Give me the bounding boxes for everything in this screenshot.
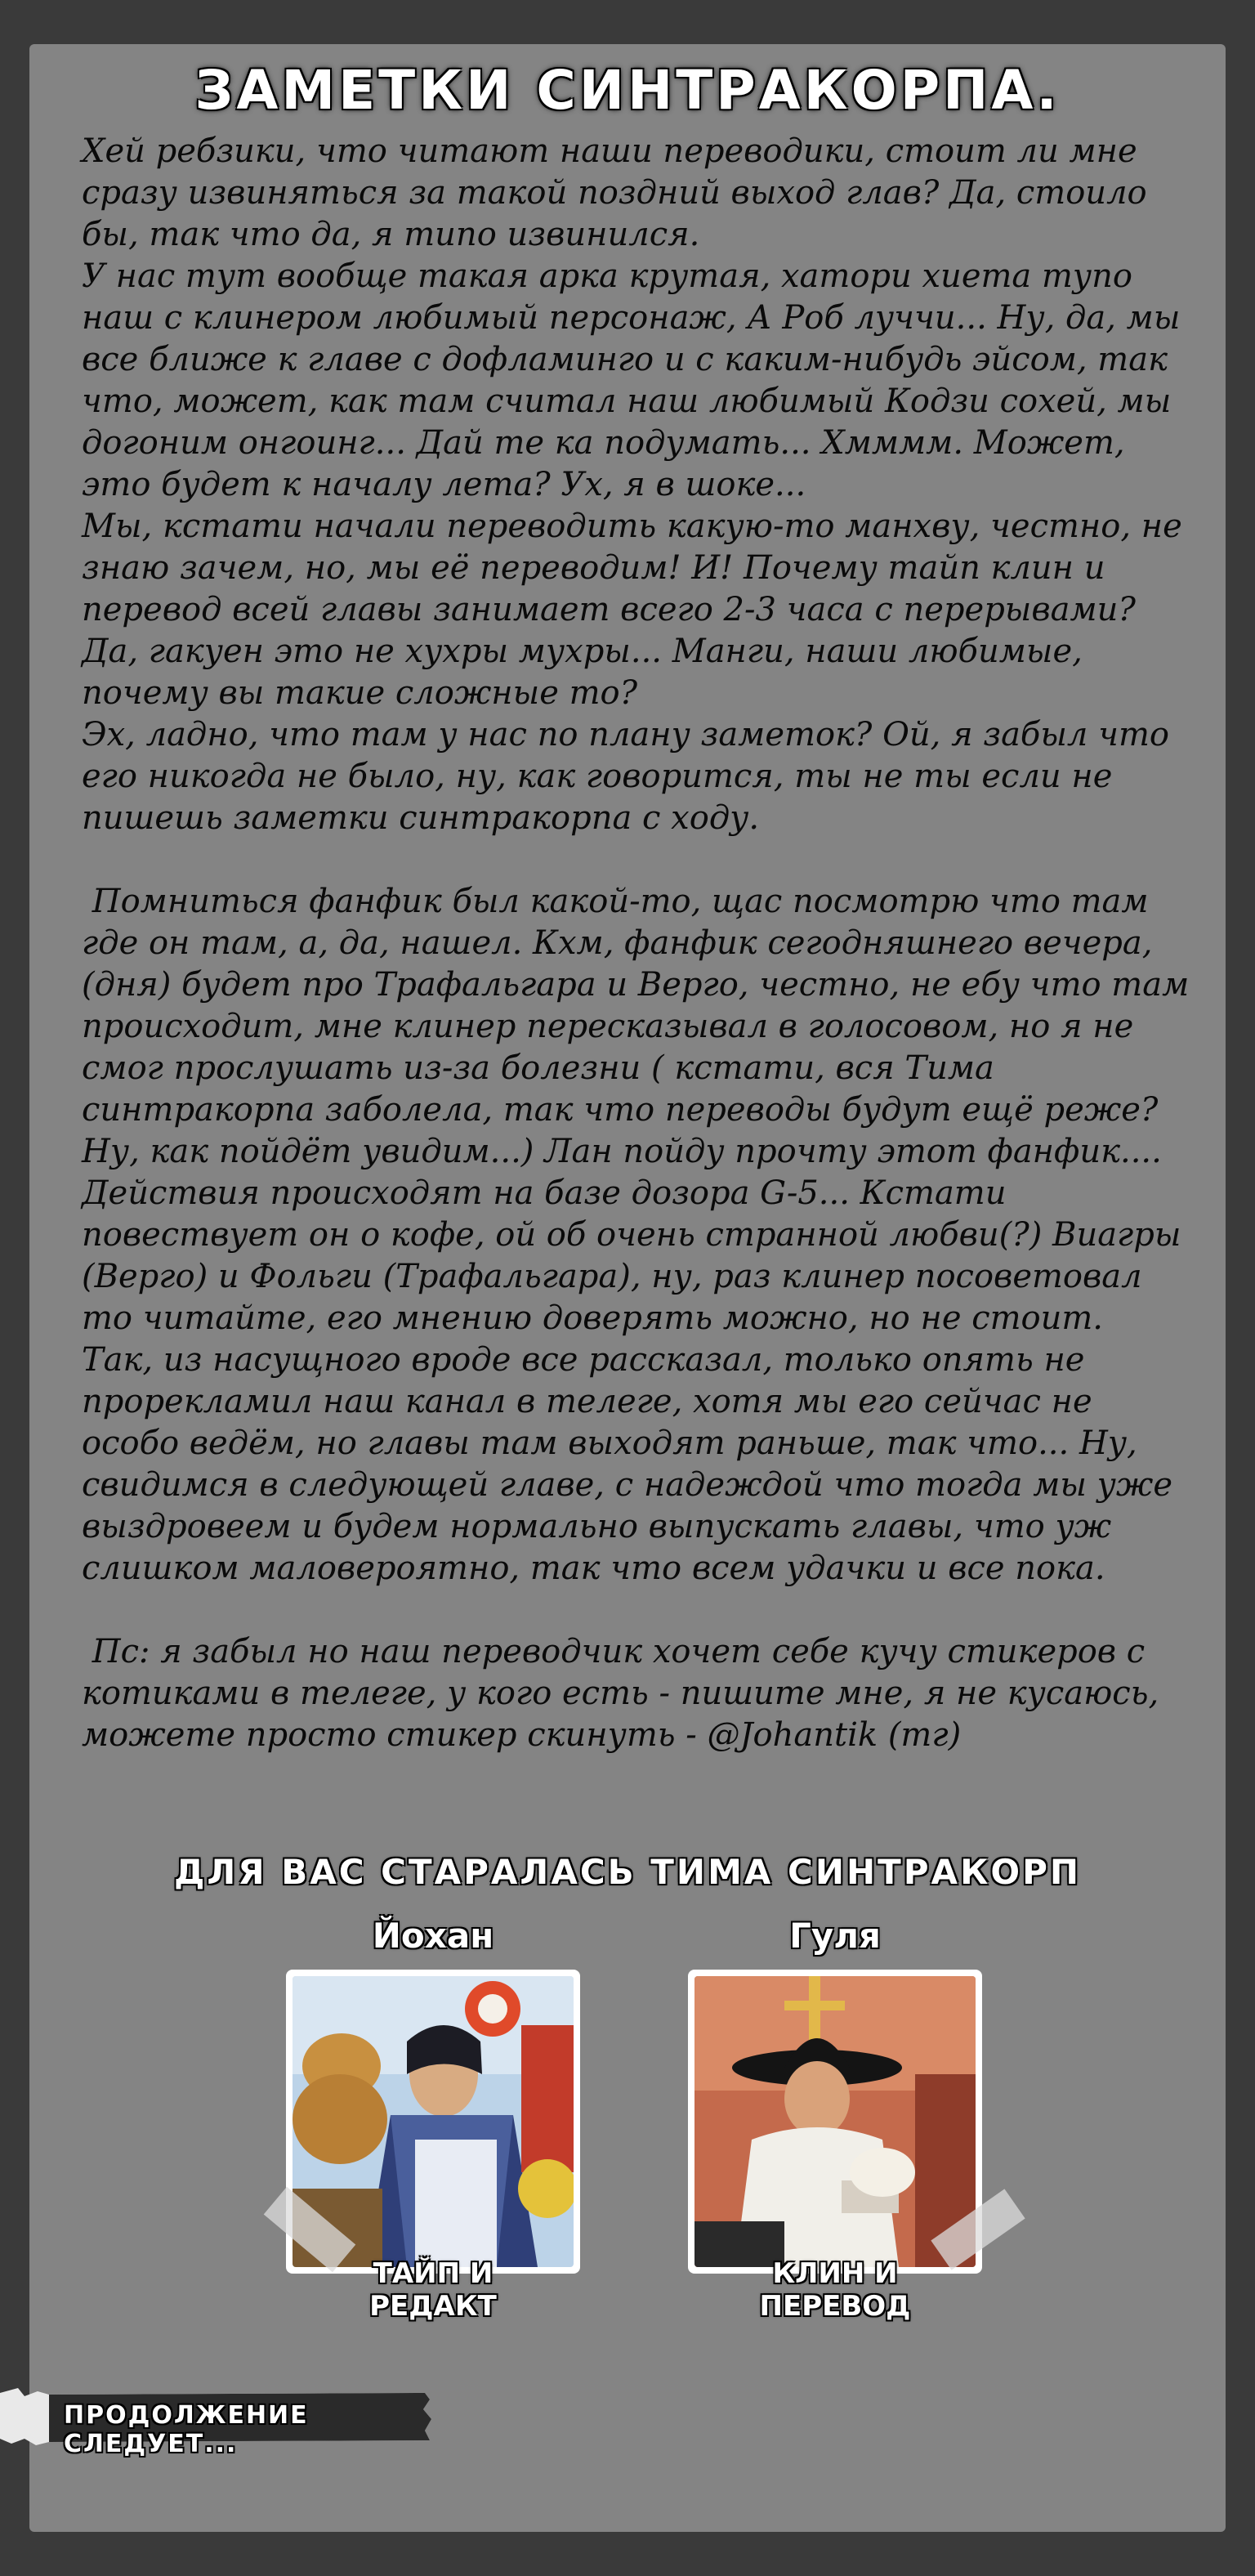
page-title: ЗАМЕТКИ СИНТРАКОРПА. [194,59,1061,122]
notes-paragraph: Действия происходят на базе дозора G-5... Кстати повествует он о кофе, ой об очень странной любви(?) Виагры (Верго) и Фольги (Трафальгара), ну, раз клинер посоветовал то читайте, его мнению доверять можно, но не стоит. [82,1174,1192,1337]
notes-panel [29,44,1226,2532]
notes-paragraph: Мы, кстати начали переводить какую-то манхву, честно, не знаю зачем, но, мы её переводим! И! Почему тайп клин и перевод всей главы занимает всего 2-3 часа с перерывами? Да, гакуен это не хухры мухры... Манги, наши любимые, почему вы такие сложные то? [82,508,1193,712]
team-member-card [278,1916,588,2341]
credits-heading: ДЛЯ ВАС СТАРАЛАСЬ ТИМА СИНТРАКОРП [173,1852,1082,1892]
member-portrait-frame [688,1970,982,2274]
portrait-illustration [293,1976,574,2267]
paragraph-spacer [82,839,1193,881]
member-portrait [694,1976,976,2267]
continued-label: ПРОДОЛЖЕНИЕ СЛЕДУЕТ... [64,2401,309,2458]
notes-paragraph: Помниться фанфик был какой-то, щас посмотрю что там где он там, а, да, нашел. Кхм, фанфик сегодняшнего вечера, (дня) будет про Трафальгара и Верго, честно, не ебу что там происходит, мне клинер пересказывал в голосовом, но я не смог прослушать из-за болезни ( кстати, вся Тима синтракорпа заболела, так что переводы будут ещё реже? Ну, как пойдёт увидим...) Лан пойду прочту этот фанфик.... [82,883,1199,1170]
notes-paragraph: Так, из насущного вроде все рассказал, только опять не прорекламил наш канал в телеге, хотя мы его сейчас не особо ведём, но главы там выходят раньше, так что... Ну, свидимся в следующей главе, с надеждой что тогда мы уже выздровеем и будем нормально выпускать главы, что уж слишком маловероятно, так что всем удачки и все пока. [82,1341,1183,1587]
notes-paragraph: Пс: я забыл но наш переводчик хочет себе кучу стикеров с котиками в телеге, у кого есть - пишите мне, я не кусаюсь, можете просто стикер скинуть - @Johantik (тг) [82,1633,1169,1754]
notes-paragraph: У нас тут вообще такая арка крутая, хатори хиета тупо наш с клинером любимый персонаж, А Роб луччи... Ну, да, мы все ближе к главе с дофламинго и с каким-нибудь эйсом, так что, может, как там считал наш любимый Кодзи сохей, мы догоним онгоинг... Дай те ка подумать... Хмммм. Может, это будет к началу лета? Ух, я в шоке... [82,257,1191,503]
member-portrait [293,1976,574,2267]
portrait-illustration [694,1976,976,2267]
continued-banner [0,2385,433,2458]
member-role: ТАЙП И РЕДАКТ [369,2257,497,2323]
notes-body [82,131,1199,1756]
member-name: Гуля [789,1916,881,1956]
member-role: КЛИН И ПЕРЕВОД [759,2257,911,2323]
paragraph-spacer [82,1590,1193,1631]
notes-paragraph: Эх, ладно, что там у нас по плану заметок? Ой, я забыл что его никогда не было, ну, как говорится, ты не ты если не пишешь заметки синтракорпа с ходу. [82,716,1180,837]
member-name: Йохан [372,1916,494,1956]
member-portrait-frame [286,1970,580,2274]
notes-paragraph: Хей ребзики, что читают наши переводики, стоит ли мне сразу извиняться за такой поздний выход глав? Да, стоило бы, так что да, я типо извинился. [82,132,1158,253]
team-member-card [680,1916,990,2341]
